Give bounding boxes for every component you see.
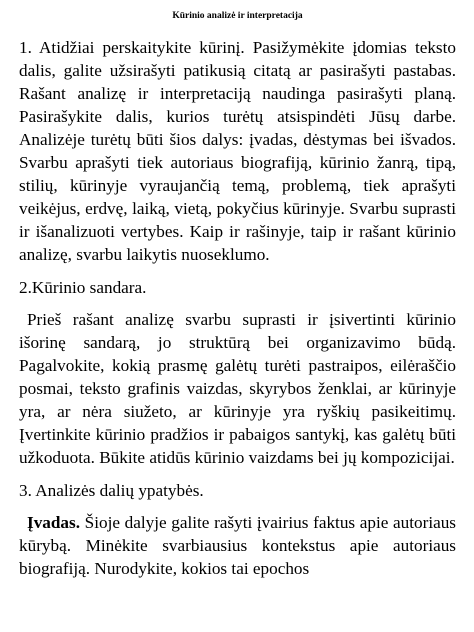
section-3-paragraph [19,511,456,580]
section-3-heading: 3. Analizės dalių ypatybės. [19,481,204,500]
section-2-heading: 2.Kūrinio sandara. [19,278,147,297]
section-1-paragraph: 1. Atidžiai perskaitykite kūrinį. Pasižymėkite įdomias teksto dalis, galite užsirašyti patikusią citatą ar pasirašyti pastabas. Rašant analizę ir interpretaciją naudinga pasirašyti planą. Pasirašykite dalis, kurios turėtų atsispindėti Jūsų darbe. Analizėje turėtų būti šios dalys: įvadas, dėstymas bei išvados. Svarbu aprašyti tiek autoriaus biografiją, kūrinio žanrą, tipą, stilių, kūrinyje vyraujančią temą, problemą, tiek aprašyti veikėjus, erdvę, laiką, vietą, pokyčius kūrinyje. Svarbu suprasti ir išanalizuoti vertybes. Kaip ir rašinyje, taip ir rašant kūrinio analizę, svarbu laikytis nuoseklumo. [19,38,456,264]
intro-lead-label: Įvadas. [27,513,81,532]
document-title: Kūrinio analizė ir interpretacija [172,11,303,21]
section-2-paragraph: Prieš rašant analizę svarbu suprasti ir įsivertinti kūrinio išorinę sandarą, jo struktūrą bei organizavimo būdą. Pagalvokite, kokią prasmę galėtų turėti pastraipos, eilėraščio posmai, teksto grafinis vaizdas, skyrybos ženklai, ar kūrinyje yra, ar nėra siužeto, ar kūrinyje yra ryškių pasikeitimų. Įvertinkite kūrinio pradžios ir pabaigos santykį, kas galėtų būti užkoduota. Būkite atidūs kūrinio vaizdams bei jų kompozicijai. [19,310,456,467]
intro-text: Šioje dalyje galite rašyti įvairius faktus apie autoriaus kūrybą. Minėkite svarbiausius kontekstus apie autoriaus biografiją. Nurodykite, kokios tai epochos [19,513,457,578]
